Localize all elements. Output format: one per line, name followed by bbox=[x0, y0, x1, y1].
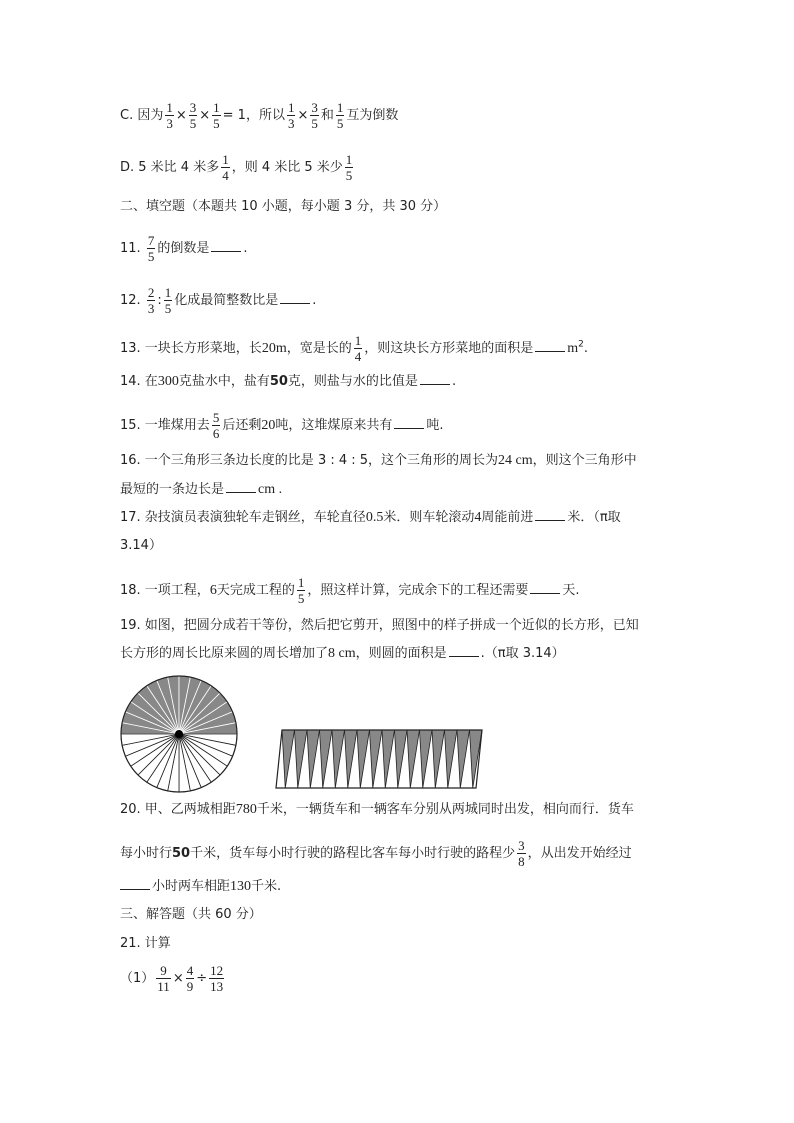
rect-sector-shaded bbox=[457, 730, 470, 788]
question-21-part-1: （1） $\frac{9}{11}$ × $\frac{4}{9}$ ÷ $\frac{12}{13}$ bbox=[120, 963, 224, 994]
rect-sector-shaded bbox=[357, 730, 370, 788]
question-16-line1: 16. 一个三角形三条边长度的比是 3 : 4 : 5，这个三角形的周长为24 cm，则这个三角形中 bbox=[120, 453, 637, 468]
question-13: 13. 一块长方形菜地，长20m，宽是长的 $\frac{1}{4}$ ，则这块长方形菜地的面积是 $m^2$. bbox=[120, 333, 588, 364]
question-16-line2: 最短的一条边长是 cm . bbox=[120, 482, 283, 497]
fraction: $\frac{1}{5}$ bbox=[297, 575, 305, 606]
answer-blank[interactable] bbox=[535, 508, 565, 521]
answer-blank[interactable] bbox=[420, 372, 450, 385]
fraction: $\frac{1}{5}$ bbox=[164, 285, 172, 316]
rect-sector-shaded bbox=[407, 730, 420, 788]
option-d: D. 5 米比 4 米多 $\frac{1}{4}$ ，则 4 米比 5 米少 $\frac{1}{5}$ bbox=[120, 152, 353, 183]
section-2-heading: 二、填空题（本题共 10 小题，每小题 3 分，共 30 分） bbox=[120, 199, 447, 214]
rect-sector-shaded bbox=[307, 730, 320, 788]
circle-center bbox=[175, 730, 183, 738]
question-17-line2: 3.14） bbox=[120, 538, 162, 553]
answer-blank[interactable] bbox=[394, 416, 424, 429]
fraction: $\frac{12}{13}$ bbox=[210, 963, 224, 994]
answer-blank[interactable] bbox=[120, 877, 150, 890]
rect-sector-shaded bbox=[432, 730, 445, 788]
rect-sector-shaded bbox=[295, 730, 308, 788]
question-19-line2: 长方形的周长比原来圆的周长增加了8 cm，则圆的面积是 .（π取 3.14） bbox=[120, 646, 565, 661]
fraction: $\frac{1}{4}$ bbox=[354, 333, 362, 364]
answer-blank[interactable] bbox=[449, 644, 479, 657]
fraction: $\frac{1}{4}$ bbox=[222, 152, 229, 183]
question-20-line3: 小时两车相距130千米. bbox=[120, 877, 281, 897]
fraction: $\frac{1}{3}$ bbox=[166, 100, 173, 131]
rect-sector-shaded bbox=[395, 730, 408, 788]
fraction: $\frac{1}{5}$ bbox=[345, 152, 353, 183]
answer-blank[interactable] bbox=[535, 339, 565, 352]
answer-blank[interactable] bbox=[226, 480, 256, 493]
question-18: 18. 一项工程，6天完成工程的 $\frac{1}{5}$ ，照这样计算，完成余下的工程还需要 天. bbox=[120, 575, 580, 606]
question-20-line1: 20. 甲、乙两城相距780千米，一辆货车和一辆客车分别从两城同时出发，相向而行．货车 bbox=[120, 802, 634, 817]
fraction: $\frac{2}{3}$ bbox=[147, 285, 155, 316]
answer-blank[interactable] bbox=[211, 239, 241, 252]
rect-sector-shaded bbox=[320, 730, 333, 788]
answer-blank[interactable] bbox=[530, 581, 560, 594]
question-14: 14. 在300克盐水中，盐有50克，则盐与水的比值是 . bbox=[120, 374, 457, 389]
fraction: $\frac{5}{6}$ bbox=[212, 410, 220, 441]
question-19-line1: 19. 如图，把圆分成若干等份，然后把它剪开，照图中的样子拼成一个近似的长方形，已知 bbox=[120, 618, 639, 633]
fraction: $\frac{3}{5}$ bbox=[189, 100, 197, 131]
rect-sector-shaded bbox=[470, 730, 483, 788]
rect-sector-shaded bbox=[332, 730, 345, 788]
fraction: $\frac{9}{11}$ bbox=[157, 963, 170, 994]
fraction: $\frac{1}{5}$ bbox=[336, 100, 344, 131]
rect-sector-shaded bbox=[445, 730, 458, 788]
section-3-heading: 三、解答题（共 60 分） bbox=[120, 907, 262, 922]
fraction: $\frac{1}{5}$ bbox=[213, 100, 220, 131]
rect-sector-shaded bbox=[382, 730, 395, 788]
question-21: 21. 计算 bbox=[120, 936, 171, 951]
answer-blank[interactable] bbox=[280, 291, 310, 304]
fraction: $\frac{3}{5}$ bbox=[311, 100, 318, 131]
circle-sectors-figure bbox=[118, 673, 240, 795]
fraction: $\frac{3}{8}$ bbox=[518, 838, 525, 869]
rect-sector-shaded bbox=[282, 730, 295, 788]
fraction: $\frac{7}{5}$ bbox=[147, 233, 155, 264]
question-20-line2: 每小时行50千米，货车每小时行驶的路程比客车每小时行驶的路程少 $\frac{3}{8}$ ，从出发开始经过 bbox=[120, 838, 632, 869]
question-11: 11. $\frac{7}{5}$ 的倒数是 . bbox=[120, 233, 248, 264]
question-17-line1: 17. 杂技演员表演独轮车走钢丝，车轮直径0.5米．则车轮滚动4周能前进 米．（π取 bbox=[120, 510, 621, 525]
rect-sector-shaded bbox=[420, 730, 433, 788]
question-12: 12. $\frac{2}{3}$ : $\frac{1}{5}$ 化成最简整数比是 . bbox=[120, 285, 317, 316]
fraction: $\frac{1}{3}$ bbox=[287, 100, 295, 131]
fraction: $\frac{4}{9}$ bbox=[186, 963, 194, 994]
rearranged-rectangle-figure bbox=[272, 728, 486, 790]
rect-sector-shaded bbox=[370, 730, 383, 788]
rect-sector-shaded bbox=[345, 730, 358, 788]
question-15: 15. 一堆煤用去 $\frac{5}{6}$ 后还剩20吨，这堆煤原来共有 吨. bbox=[120, 410, 444, 441]
option-c: C. 因为 $\frac{1}{3}$ × $\frac{3}{5}$ × $\frac{1}{5}$ = 1，所以 $\frac{1}{3}$ × $\frac{3}{5}$ 和 $\frac{1}{5}$ 互为倒数 bbox=[120, 100, 399, 131]
